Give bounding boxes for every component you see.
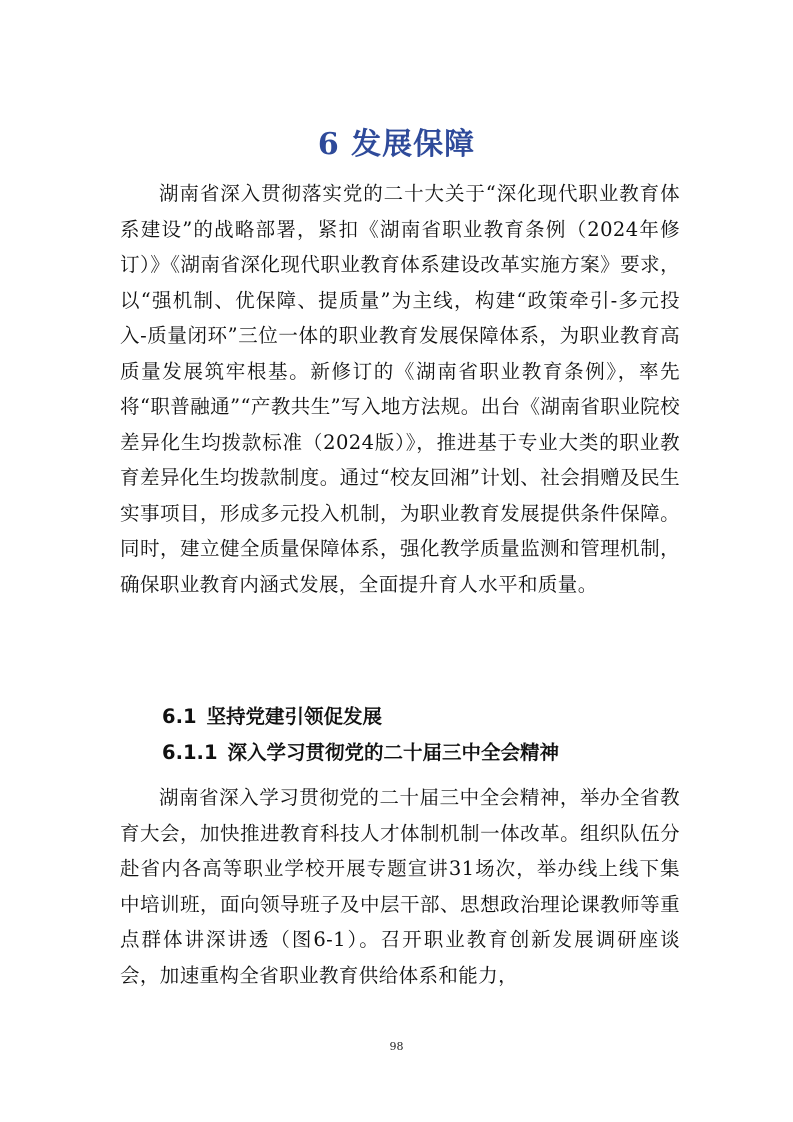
- section-number: 6.1: [162, 705, 197, 728]
- page-number: 98: [389, 1040, 404, 1053]
- chapter-title: 6 发展保障: [317, 127, 476, 163]
- subsection-number: 6.1.1: [162, 741, 218, 764]
- section-title: 坚持党建引领促发展: [206, 705, 383, 728]
- body-paragraph: 湖南省深入贯彻落实党的二十大关于“深化现代职业教育体系建设”的战略部署，紧扣《湖南省职业教育条例（2024年修订）》《湖南省深化现代职业教育体系建设改革实施方案》要求，以“强机制、优保障、提质量”为主线，构建“政策牵引-多元投入-质量闭环”三位一体的职业教育发展保障体系，为职业教育高质量发展筑牢根基。新修订的《湖南省职业教育条例》，率先将“职普融通”“产教共生”写入地方法规。出台《湖南省职业院校差异化生均拨款标准（2024版）》，推进基于专业大类的职业教育差异化生均拨款制度。通过“校友回湘”计划、社会捐赠及民生实事项目，形成多元投入机制，为职业教育发展提供条件保障。同时，建立健全质量保障体系，强化教学质量监测和管理机制，确保职业教育内涵式发展，全面提升育人水平和质量。: [120, 182, 680, 596]
- section-heading: [162, 702, 382, 732]
- subsection-heading: [162, 738, 559, 768]
- body-paragraph: 湖南省深入学习贯彻党的二十届三中全会精神，举办全省教育大会，加快推进教育科技人才体制机制一体改革。组织队伍分赴省内各高等职业学校开展专题宣讲31场次，举办线上线下集中培训班，面向领导班子及中层干部、思想政治理论课教师等重点群体讲深讲透（图6-1）。召开职业教育创新发展调研座谈会，加速重构全省职业教育供给体系和能力，: [120, 786, 680, 987]
- subsection-title: 深入学习贯彻党的二十届三中全会精神: [227, 741, 560, 764]
